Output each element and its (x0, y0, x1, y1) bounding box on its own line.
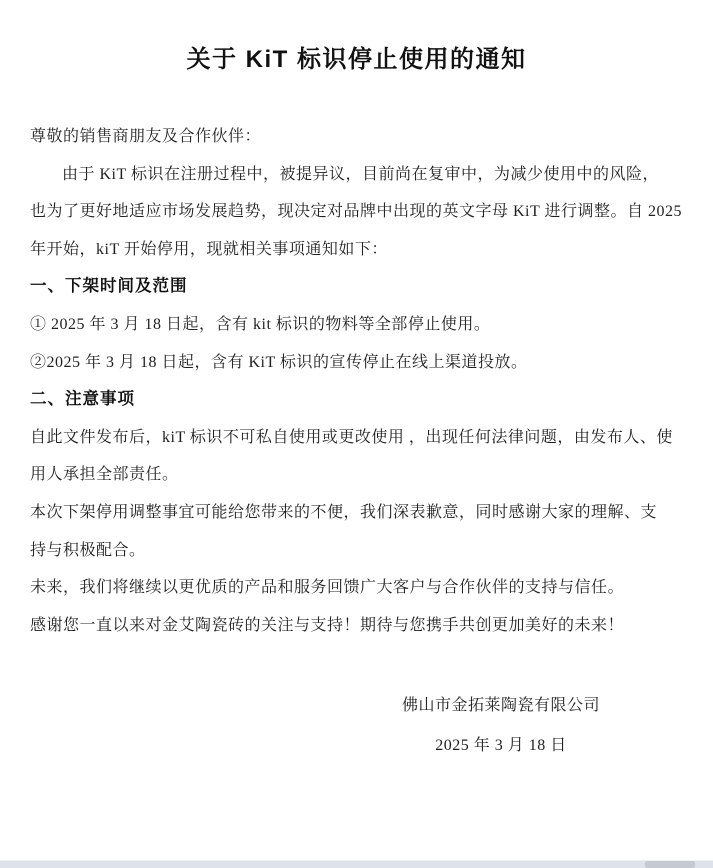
section-2-line: 持与积极配合。 (30, 541, 146, 559)
intro-line: 由于 KiT 标识在注册过程中，被提异议，目前尚在复审中，为减少使用中的风险， (62, 165, 659, 183)
section-2-line: 用人承担全部责任。 (30, 466, 179, 484)
signature-company: 佛山市金拓莱陶瓷有限公司 (401, 697, 600, 715)
signature-date: 2025 年 3 月 18 日 (435, 737, 567, 755)
document-body (30, 118, 683, 644)
section-2-line: 未来，我们将继续以更优质的产品和服务回馈广大客户与合作伙伴的支持与信任。 (30, 579, 625, 597)
page-title: 关于 KiT 标识停止使用的通知 (186, 46, 527, 73)
signature-block (391, 686, 611, 766)
section-1-heading: 一、下架时间及范围 (30, 277, 188, 296)
section-2-line: 本次下架停用调整事宜可能给您带来的不便，我们深表歉意，同时感谢大家的理解、支 (30, 503, 658, 521)
section-2-line: 感谢您一直以来对金艾陶瓷砖的关注与支持！期待与您携手共创更加美好的未来！ (30, 616, 625, 634)
greeting-line: 尊敬的销售商朋友及合作伙伴： (30, 128, 262, 145)
section-1-item: ②2025 年 3 月 18 日起，含有 KiT 标识的宣传停止在线上渠道投放。 (30, 353, 528, 371)
horizontal-scrollbar-thumb[interactable] (645, 861, 695, 868)
horizontal-scrollbar-track (0, 860, 713, 868)
section-2-heading: 二、注意事项 (30, 390, 135, 409)
intro-line: 也为了更好地适应市场发展趋势，现决定对品牌中出现的英文字母 KiT 进行调整。自 2025 (30, 203, 682, 221)
section-2-line: 自此文件发布后，kiT 标识不可私自使用或更改使用 ，出现任何法律问题，由发布人、使 (30, 428, 673, 446)
intro-line: 年开始，kiT 开始停用，现就相关事项通知如下： (30, 240, 388, 258)
section-1-item: ① 2025 年 3 月 18 日起，含有 kit 标识的物料等全部停止使用。 (30, 315, 491, 333)
